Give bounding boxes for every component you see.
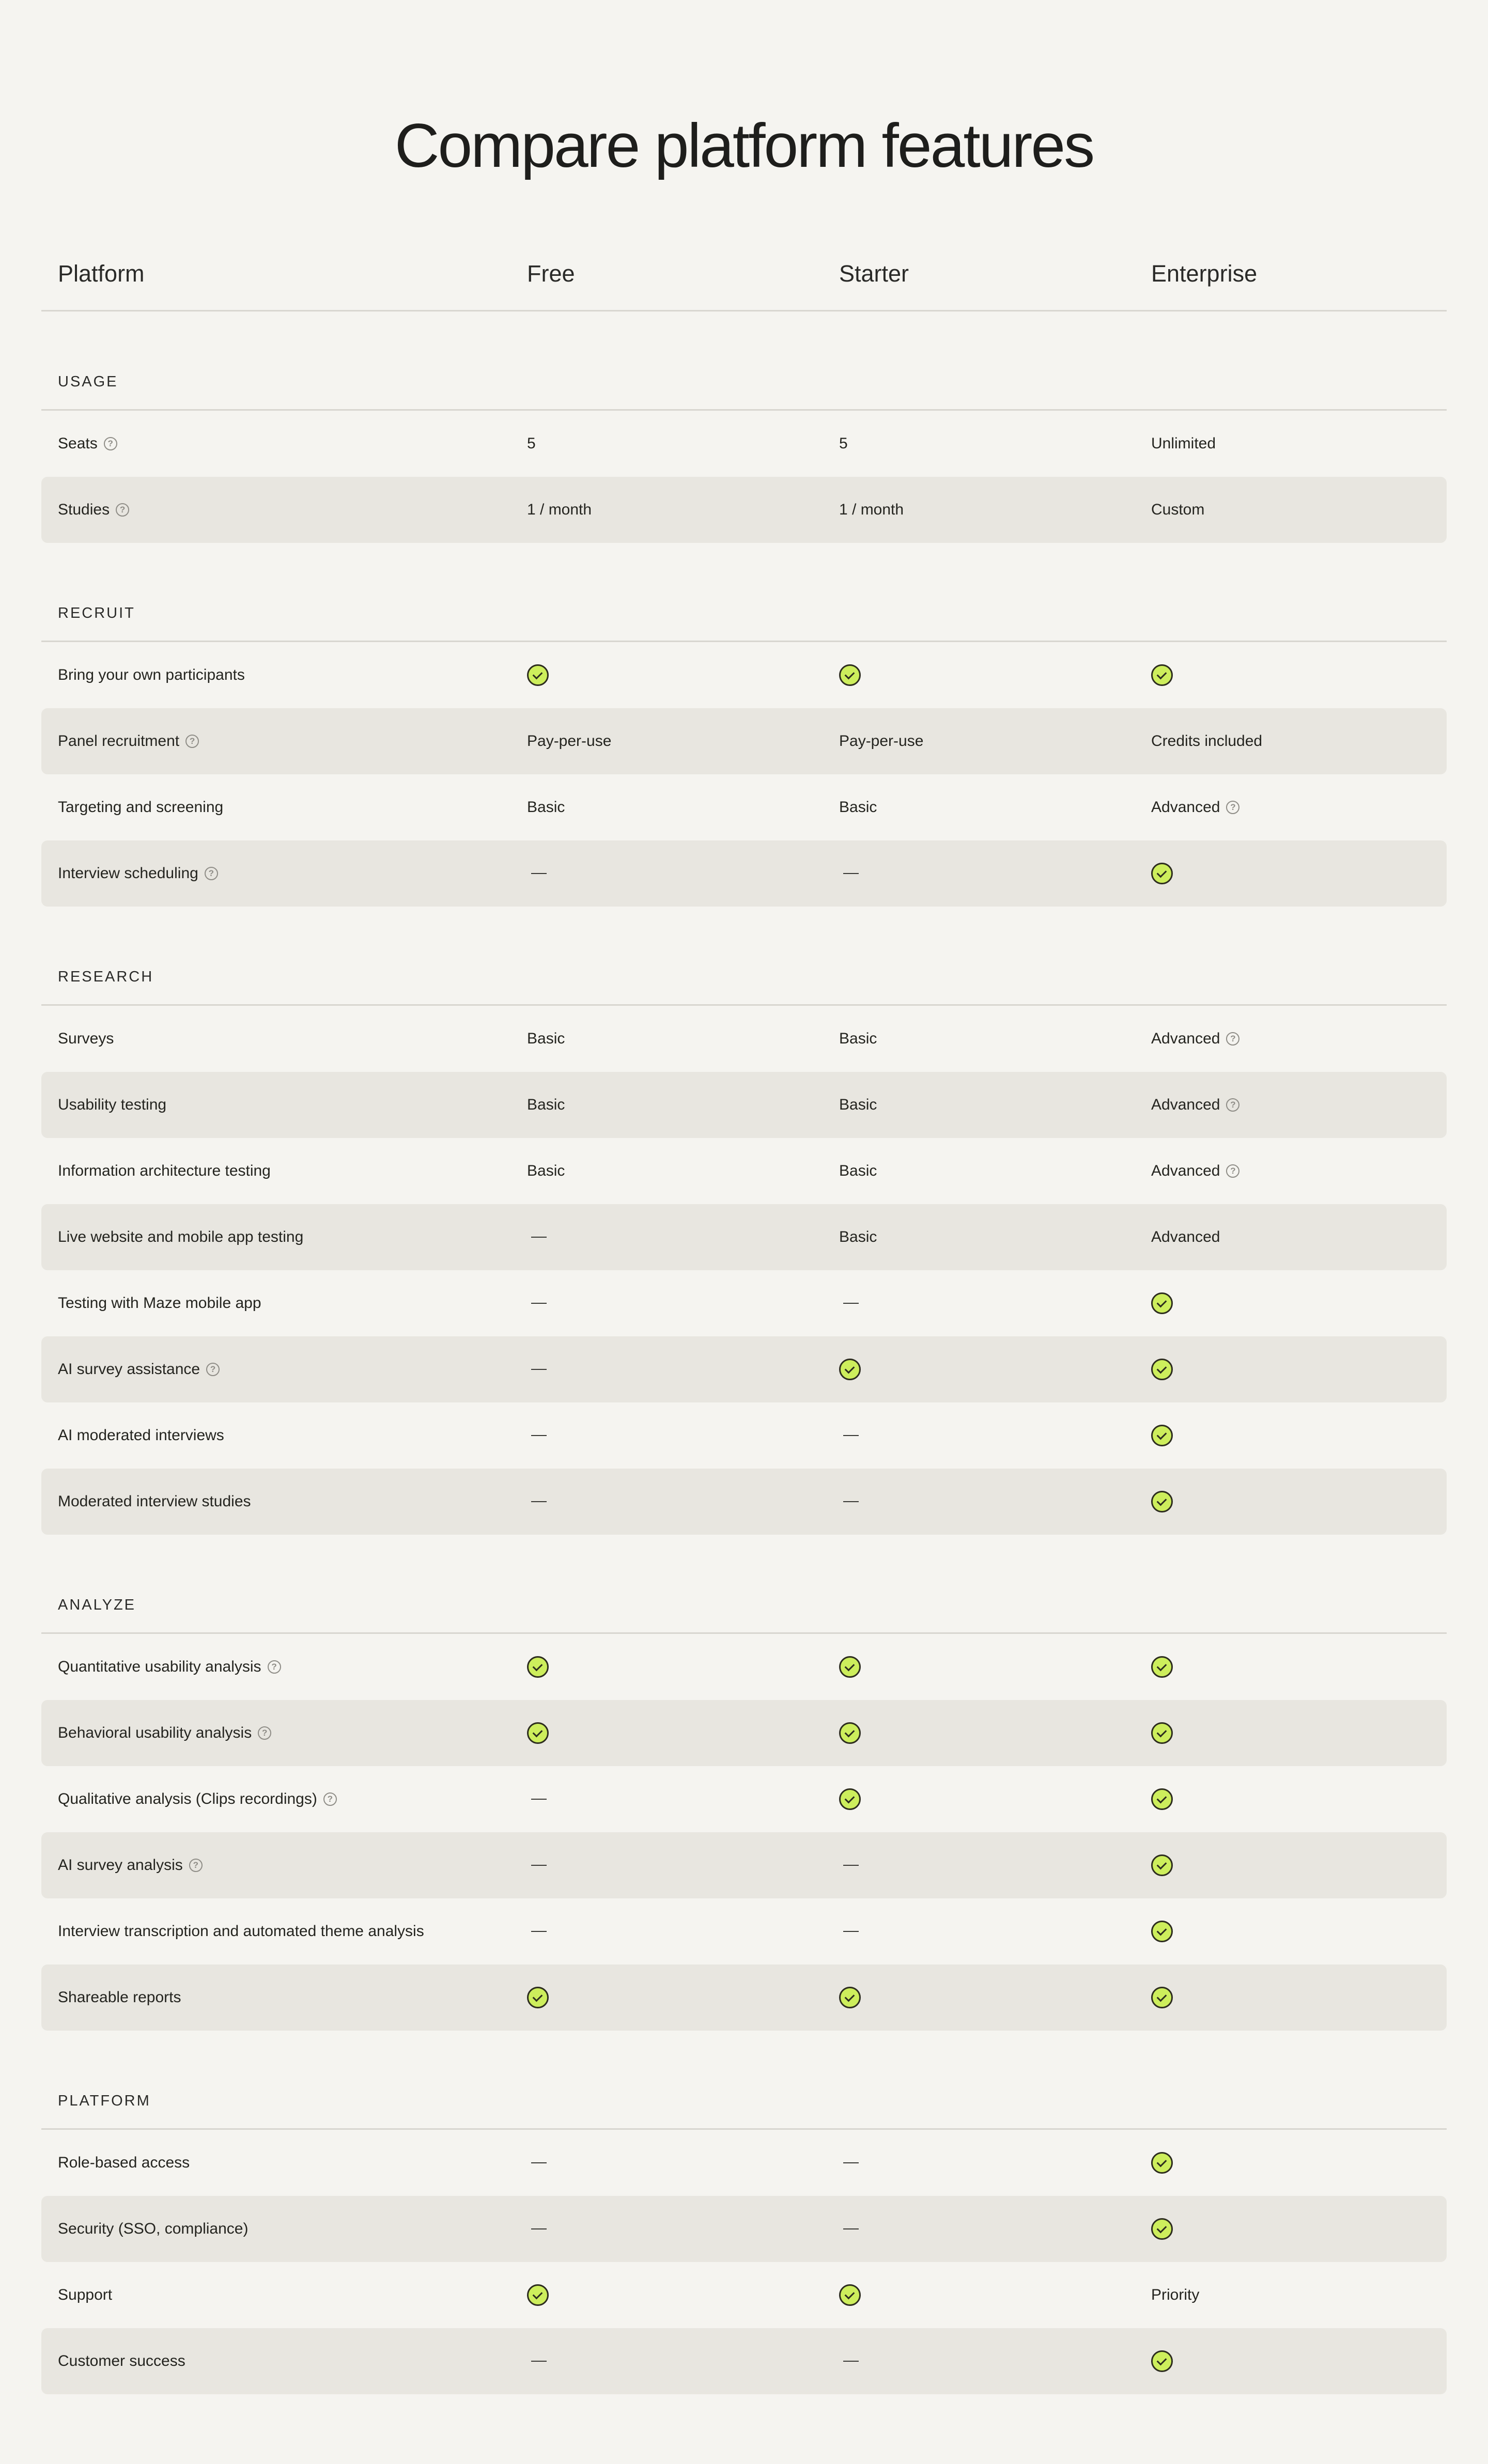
- value-cell-enterprise: [1151, 642, 1173, 708]
- value-cell-starter: [839, 642, 861, 708]
- check-circle-icon: [1151, 1722, 1173, 1744]
- value-cell-starter: [839, 2130, 859, 2196]
- dash-icon: [843, 2361, 859, 2362]
- check-circle-icon: [1151, 1921, 1173, 1942]
- value-text: Advanced: [1151, 1030, 1220, 1047]
- feature-cell: [58, 411, 117, 477]
- feature-label: Qualitative analysis (Clips recordings): [58, 1790, 317, 1807]
- value-cell-enterprise: [1151, 1204, 1220, 1270]
- feature-label: Targeting and screening: [58, 799, 224, 816]
- value-text: Basic: [527, 799, 565, 816]
- table-row: [41, 1402, 1447, 1469]
- table-header: [41, 238, 1447, 311]
- table-row: [41, 477, 1447, 543]
- value-text: Credits included: [1151, 732, 1263, 750]
- feature-label: Support: [58, 2286, 113, 2303]
- value-cell-free: [527, 1204, 547, 1270]
- value-text: Advanced: [1151, 1096, 1220, 1113]
- value-cell-starter: [839, 2328, 859, 2394]
- table-row: [41, 1700, 1447, 1766]
- table-row: [41, 774, 1447, 840]
- page-title: Compare platform features: [394, 111, 1094, 181]
- value-cell-enterprise: [1151, 2328, 1173, 2394]
- value-cell-free: [527, 1964, 549, 2031]
- check-circle-icon: [839, 1656, 861, 1678]
- check-circle-icon: [839, 1788, 861, 1810]
- table-row: [41, 2196, 1447, 2262]
- help-circle-icon[interactable]: [104, 437, 117, 450]
- feature-label: Behavioral usability analysis: [58, 1724, 252, 1741]
- check-circle-icon: [527, 664, 549, 686]
- value-cell-enterprise: [1151, 840, 1173, 907]
- check-circle-icon: [1151, 2218, 1173, 2240]
- value-cell-enterprise: [1151, 477, 1204, 543]
- section-recruit: [41, 543, 1447, 907]
- section-usage: [41, 311, 1447, 543]
- value-cell-enterprise: [1151, 1006, 1239, 1072]
- feature-label: Moderated interview studies: [58, 1493, 251, 1510]
- value-cell-free: [527, 774, 565, 840]
- value-cell-free: [527, 708, 611, 774]
- value-cell-enterprise: [1151, 1469, 1173, 1535]
- feature-label: Interview scheduling: [58, 865, 198, 882]
- value-cell-free: [527, 2130, 547, 2196]
- value-cell-enterprise: [1151, 1766, 1173, 1832]
- feature-label: AI survey assistance: [58, 1361, 200, 1378]
- dash-icon: [531, 2228, 547, 2229]
- feature-label: Role-based access: [58, 2154, 190, 2171]
- check-circle-icon: [1151, 2152, 1173, 2174]
- dash-icon: [843, 1865, 859, 1866]
- check-circle-icon: [839, 1722, 861, 1744]
- check-circle-icon: [1151, 1491, 1173, 1512]
- check-circle-icon: [839, 2284, 861, 2306]
- sections-container: [41, 311, 1447, 2394]
- feature-label: Live website and mobile app testing: [58, 1228, 304, 1245]
- help-circle-icon[interactable]: [206, 1363, 220, 1376]
- feature-label: Security (SSO, compliance): [58, 2220, 249, 2237]
- dash-icon: [531, 1435, 547, 1436]
- check-circle-icon: [1151, 1425, 1173, 1446]
- table-row: [41, 1006, 1447, 1072]
- value-cell-starter: [839, 840, 859, 907]
- table-row: [41, 2328, 1447, 2394]
- feature-label: Testing with Maze mobile app: [58, 1295, 261, 1312]
- value-cell-starter: [839, 1204, 877, 1270]
- feature-label: Customer success: [58, 2352, 185, 2369]
- table-row: [41, 1072, 1447, 1138]
- value-cell-free: [527, 411, 536, 477]
- table-row: [41, 1469, 1447, 1535]
- section-label: PLATFORM: [58, 2093, 151, 2109]
- table-row: [41, 1138, 1447, 1204]
- value-cell-starter: [839, 1634, 861, 1700]
- value-cell-starter: [839, 1832, 859, 1898]
- table-row: [41, 708, 1447, 774]
- feature-label: Studies: [58, 501, 110, 518]
- column-header-enterprise: Enterprise: [1151, 260, 1258, 287]
- value-cell-starter: [839, 1402, 859, 1469]
- value-cell-enterprise: [1151, 1634, 1173, 1700]
- help-circle-icon[interactable]: [258, 1726, 271, 1740]
- feature-cell: [58, 1270, 261, 1336]
- value-cell-starter: [839, 2196, 859, 2262]
- feature-label: Surveys: [58, 1030, 114, 1047]
- value-cell-starter: [839, 1006, 877, 1072]
- dash-icon: [843, 2228, 859, 2229]
- value-cell-free: [527, 1832, 547, 1898]
- value-text: 1 / month: [527, 501, 592, 518]
- value-cell-starter: [839, 1964, 861, 2031]
- check-circle-icon: [1151, 1656, 1173, 1678]
- feature-cell: [58, 1832, 203, 1898]
- value-cell-starter: [839, 1898, 859, 1964]
- feature-label: Bring your own participants: [58, 666, 245, 683]
- column-header-free: Free: [527, 260, 575, 287]
- help-circle-icon[interactable]: [205, 867, 218, 880]
- section-label: RESEARCH: [58, 969, 154, 985]
- dash-icon: [843, 1501, 859, 1502]
- value-text: Basic: [839, 1162, 877, 1179]
- section-label: USAGE: [58, 373, 118, 390]
- help-circle-icon[interactable]: [1226, 1032, 1239, 1046]
- feature-cell: [58, 2262, 112, 2328]
- value-cell-starter: [839, 1469, 859, 1535]
- table-row: [41, 840, 1447, 907]
- value-text: Pay-per-use: [527, 732, 612, 750]
- section-research: [41, 907, 1447, 1535]
- feature-cell: [58, 642, 245, 708]
- feature-cell: [58, 1964, 181, 2031]
- value-cell-free: [527, 2196, 547, 2262]
- feature-label: Information architecture testing: [58, 1162, 271, 1179]
- help-circle-icon[interactable]: [268, 1660, 281, 1674]
- value-cell-enterprise: [1151, 411, 1216, 477]
- feature-label: Shareable reports: [58, 1989, 181, 2006]
- value-cell-starter: [839, 1766, 861, 1832]
- feature-cell: [58, 2328, 185, 2394]
- value-cell-free: [527, 1766, 547, 1832]
- check-circle-icon: [1151, 863, 1173, 884]
- check-circle-icon: [1151, 1292, 1173, 1314]
- value-cell-enterprise: [1151, 1072, 1239, 1138]
- section-header: [41, 543, 1447, 642]
- value-text: Advanced: [1151, 1162, 1220, 1179]
- dash-icon: [531, 1931, 547, 1932]
- value-cell-enterprise: [1151, 1402, 1173, 1469]
- value-text: Custom: [1151, 501, 1205, 518]
- value-cell-starter: [839, 2262, 861, 2328]
- value-cell-free: [527, 1138, 565, 1204]
- value-cell-free: [527, 642, 549, 708]
- value-cell-starter: [839, 411, 848, 477]
- help-circle-icon[interactable]: [1226, 801, 1239, 814]
- value-cell-free: [527, 1072, 565, 1138]
- value-cell-enterprise: [1151, 774, 1239, 840]
- dash-icon: [531, 1501, 547, 1502]
- help-circle-icon[interactable]: [1226, 1164, 1239, 1178]
- check-circle-icon: [1151, 664, 1173, 686]
- check-circle-icon: [527, 1722, 549, 1744]
- feature-cell: [58, 1469, 251, 1535]
- value-cell-enterprise: [1151, 1700, 1173, 1766]
- feature-cell: [58, 1006, 114, 1072]
- value-text: 1 / month: [839, 501, 904, 518]
- table-row: [41, 1336, 1447, 1402]
- value-text: Basic: [839, 1228, 877, 1245]
- check-circle-icon: [1151, 2350, 1173, 2372]
- value-cell-free: [527, 2328, 547, 2394]
- feature-cell: [58, 1204, 303, 1270]
- check-circle-icon: [527, 2284, 549, 2306]
- value-text: Priority: [1151, 2286, 1200, 2303]
- section-header: [41, 907, 1447, 1006]
- feature-cell: [58, 1634, 281, 1700]
- value-cell-enterprise: [1151, 2130, 1173, 2196]
- value-cell-free: [527, 1634, 549, 1700]
- table-row: [41, 642, 1447, 708]
- column-header-starter: Starter: [839, 260, 909, 287]
- feature-label: Seats: [58, 435, 98, 452]
- value-cell-free: [527, 477, 592, 543]
- value-cell-free: [527, 1402, 547, 1469]
- feature-label: Panel recruitment: [58, 732, 180, 750]
- dash-icon: [843, 1435, 859, 1436]
- check-circle-icon: [1151, 1854, 1173, 1876]
- table-row: [41, 1832, 1447, 1898]
- check-circle-icon: [839, 1359, 861, 1380]
- feature-cell: [58, 1072, 166, 1138]
- value-text: Basic: [527, 1162, 565, 1179]
- feature-label: AI survey analysis: [58, 1857, 183, 1874]
- check-circle-icon: [1151, 1359, 1173, 1380]
- value-cell-enterprise: [1151, 1898, 1173, 1964]
- table-row: [41, 1634, 1447, 1700]
- value-text: Basic: [839, 1030, 877, 1047]
- dash-icon: [531, 1237, 547, 1238]
- check-circle-icon: [527, 1656, 549, 1678]
- check-circle-icon: [1151, 1788, 1173, 1810]
- value-cell-starter: [839, 1138, 877, 1204]
- table-row: [41, 1766, 1447, 1832]
- table-row: [41, 1270, 1447, 1336]
- value-cell-starter: [839, 774, 877, 840]
- feature-cell: [58, 1766, 337, 1832]
- dash-icon: [531, 1303, 547, 1304]
- value-text: Basic: [839, 799, 877, 816]
- feature-cell: [58, 477, 129, 543]
- section-header: [41, 311, 1447, 411]
- dash-icon: [531, 2361, 547, 2362]
- feature-cell: [58, 1336, 220, 1402]
- dash-icon: [843, 1931, 859, 1932]
- check-circle-icon: [527, 1987, 549, 2008]
- value-text: Basic: [527, 1096, 565, 1113]
- help-circle-icon[interactable]: [323, 1792, 337, 1806]
- value-cell-free: [527, 1270, 547, 1336]
- dash-icon: [843, 873, 859, 874]
- value-cell-enterprise: [1151, 1964, 1173, 2031]
- value-cell-starter: [839, 1700, 861, 1766]
- feature-cell: [58, 1138, 271, 1204]
- table-row: [41, 1204, 1447, 1270]
- value-text: Advanced: [1151, 799, 1220, 816]
- value-cell-starter: [839, 708, 923, 774]
- dash-icon: [531, 1865, 547, 1866]
- dash-icon: [531, 1369, 547, 1370]
- feature-cell: [58, 1402, 224, 1469]
- dash-icon: [531, 873, 547, 874]
- table-row: [41, 1964, 1447, 2031]
- value-text: Basic: [839, 1096, 877, 1113]
- feature-cell: [58, 2196, 248, 2262]
- value-cell-free: [527, 1006, 565, 1072]
- dash-icon: [843, 2162, 859, 2163]
- feature-label: Quantitative usability analysis: [58, 1658, 261, 1675]
- value-cell-starter: [839, 1270, 859, 1336]
- value-text: 5: [839, 435, 848, 452]
- feature-label: Interview transcription and automated theme analysis: [58, 1923, 424, 1940]
- check-circle-icon: [1151, 1987, 1173, 2008]
- dash-icon: [531, 1799, 547, 1800]
- section-label: ANALYZE: [58, 1597, 136, 1613]
- comparison-table: [41, 238, 1447, 2394]
- value-text: 5: [527, 435, 536, 452]
- value-cell-enterprise: [1151, 2262, 1199, 2328]
- value-cell-free: [527, 1336, 547, 1402]
- section-label: RECRUIT: [58, 605, 135, 621]
- feature-cell: [58, 774, 223, 840]
- section-header: [41, 2031, 1447, 2130]
- section-analyze: [41, 1535, 1447, 2031]
- help-circle-icon[interactable]: [189, 1859, 203, 1872]
- value-cell-free: [527, 840, 547, 907]
- table-row: [41, 411, 1447, 477]
- dash-icon: [843, 1303, 859, 1304]
- section-header: [41, 1535, 1447, 1634]
- value-cell-free: [527, 1700, 549, 1766]
- feature-cell: [58, 2130, 190, 2196]
- value-cell-starter: [839, 1072, 877, 1138]
- table-row: [41, 2130, 1447, 2196]
- value-text: Advanced: [1151, 1228, 1220, 1245]
- feature-cell: [58, 1700, 271, 1766]
- help-circle-icon[interactable]: [1226, 1098, 1239, 1112]
- feature-cell: [58, 1898, 424, 1964]
- value-cell-starter: [839, 1336, 861, 1402]
- feature-label: AI moderated interviews: [58, 1427, 224, 1444]
- value-cell-free: [527, 2262, 549, 2328]
- help-circle-icon[interactable]: [185, 735, 199, 748]
- check-circle-icon: [839, 1987, 861, 2008]
- value-text: Unlimited: [1151, 435, 1216, 452]
- dash-icon: [531, 2162, 547, 2163]
- value-text: Pay-per-use: [839, 732, 924, 750]
- value-cell-enterprise: [1151, 2196, 1173, 2262]
- value-cell-enterprise: [1151, 1270, 1173, 1336]
- column-header-platform: Platform: [58, 260, 145, 287]
- value-cell-free: [527, 1898, 547, 1964]
- feature-cell: [58, 840, 218, 907]
- feature-cell: [58, 708, 199, 774]
- table-row: [41, 1898, 1447, 1964]
- feature-label: Usability testing: [58, 1096, 167, 1113]
- value-cell-enterprise: [1151, 708, 1262, 774]
- value-cell-enterprise: [1151, 1336, 1173, 1402]
- value-cell-enterprise: [1151, 1832, 1173, 1898]
- table-row: [41, 2262, 1447, 2328]
- value-cell-enterprise: [1151, 1138, 1239, 1204]
- help-circle-icon[interactable]: [116, 503, 129, 517]
- value-text: Basic: [527, 1030, 565, 1047]
- value-cell-starter: [839, 477, 904, 543]
- section-platform: [41, 2031, 1447, 2394]
- value-cell-free: [527, 1469, 547, 1535]
- check-circle-icon: [839, 664, 861, 686]
